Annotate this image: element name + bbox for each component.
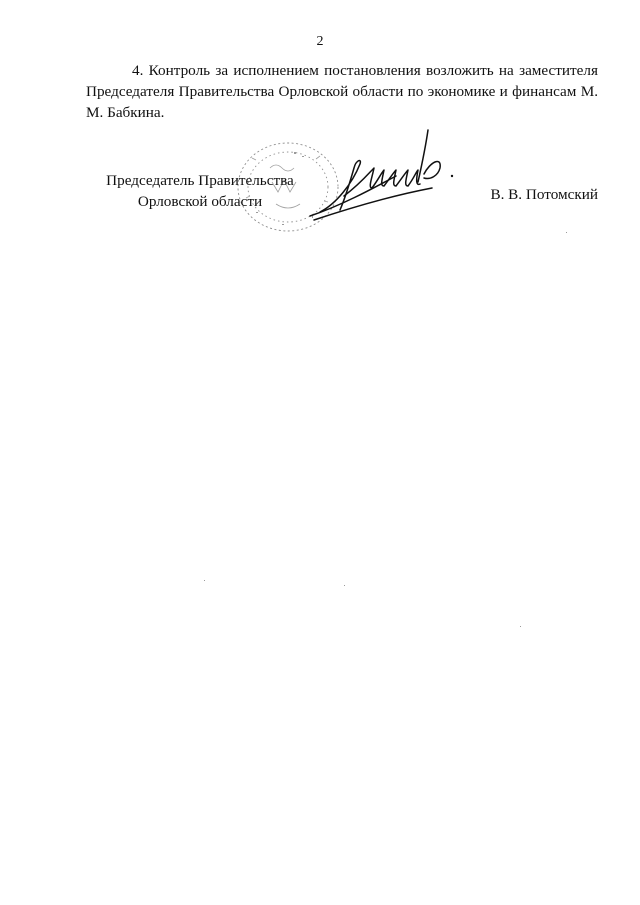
scan-speck <box>520 626 521 627</box>
signer-title-line-1: Председатель Правительства <box>106 172 294 189</box>
scan-speck <box>344 585 345 586</box>
paragraph-item-4: 4. Контроль за исполнением постановления возложить на заместителя Председателя Правительства Орловской области по экономике и финансам М. М. Бабкина. <box>86 62 598 121</box>
signer-name: В. В. Потомский <box>490 186 598 203</box>
scan-speck <box>566 232 567 233</box>
signer-title <box>100 170 300 212</box>
signer-title-line-2: Орловской области <box>137 193 263 210</box>
page-number: 2 <box>316 34 324 49</box>
handwritten-signature-icon <box>300 124 470 230</box>
scan-speck <box>204 580 205 581</box>
